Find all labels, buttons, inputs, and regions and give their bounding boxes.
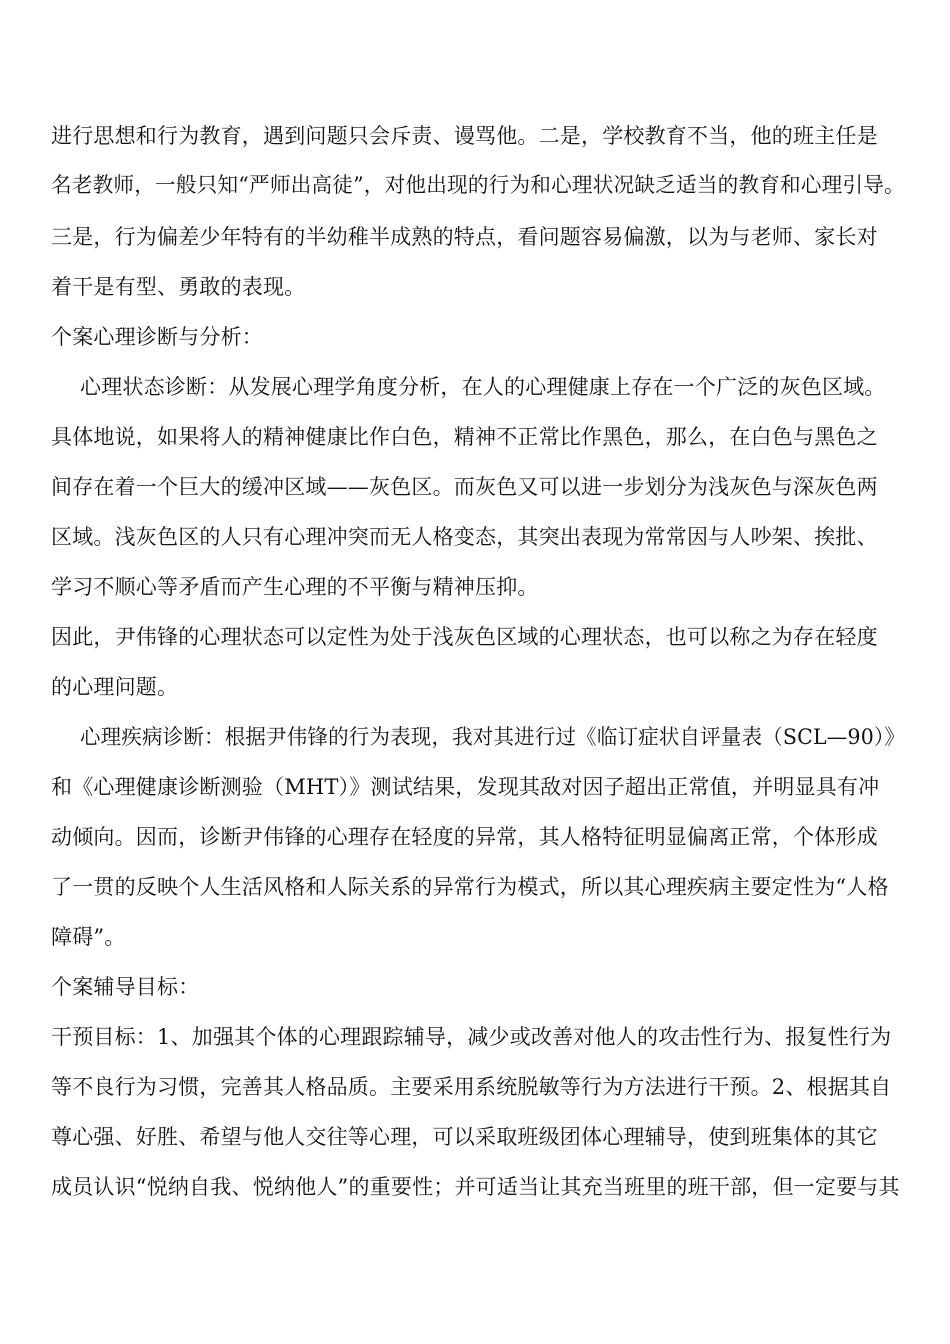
text-line: 学习不顺心等矛盾而产生心理的不平衡与精神压抑。: [51, 575, 539, 599]
text-line: 了一贯的反映个人生活风格和人际关系的异常行为模式，所以其心理疾病主要定性为“人格: [51, 875, 889, 899]
text-line: 具体地说，如果将人的精神健康比作白色，精神不正常比作黑色，那么，在白色与黑色之: [51, 425, 878, 449]
text-line: 和《心理健康诊断测验（MHT）》测试结果，发现其敌对因子超出正常值，并明显具有冲: [51, 775, 880, 799]
text-line: 进行思想和行为教育，遇到问题只会斥责、谩骂他。二是，学校教育不当，他的班主任是: [51, 124, 878, 148]
text-line: 区域。浅灰色区的人只有心理冲突而无人格变态，其突出表现为常常因与人吵架、挨批、: [51, 525, 878, 549]
text-line: 动倾向。因而，诊断尹伟锋的心理存在轻度的异常，其人格特征明显偏离正常，个体形成: [51, 825, 878, 849]
text-line: 心理状态诊断：从发展心理学角度分析，在人的心理健康上存在一个广泛的灰色区域。: [80, 375, 886, 399]
text-line: 的心理问题。: [51, 675, 179, 699]
text-line: 尊心强、好胜、希望与他人交往等心理，可以采取班级团体心理辅导，使到班集体的其它: [51, 1125, 878, 1149]
text-line: 干预目标：1、加强其个体的心理跟踪辅导，减少或改善对他人的攻击性行为、报复性行为: [51, 1025, 892, 1049]
section-heading: 个案辅导目标：: [51, 975, 200, 999]
text-line: 着干是有型、勇敢的表现。: [51, 275, 306, 299]
text-line: 三是，行为偏差少年特有的半幼稚半成熟的特点，看问题容易偏激，以为与老师、家长对: [51, 225, 878, 249]
text-line: 等不良行为习惯，完善其人格品质。主要采用系统脱敏等行为方法进行干预。2、根据其自: [51, 1075, 892, 1099]
text-line: 成员认识“悦纳自我、悦纳他人”的重要性；并可适当让其充当班里的班干部，但一定要与其: [51, 1175, 900, 1199]
section-heading: 个案心理诊断与分析：: [51, 325, 263, 349]
text-line: 障碍”。: [51, 925, 126, 949]
text-line: 因此，尹伟锋的心理状态可以定性为处于浅灰色区域的心理状态，也可以称之为存在轻度: [51, 625, 878, 649]
text-line: 心理疾病诊断：根据尹伟锋的行为表现，我对其进行过《临订症状自评量表（SCL—90）》: [80, 725, 906, 749]
text-line: 间存在着一个巨大的缓冲区域——灰色区。而灰色又可以进一步划分为浅灰色与深灰色两: [51, 475, 878, 499]
text-line: 名老教师，一般只知“严师出高徒”，对他出现的行为和心理状况缺乏适当的教育和心理引导。: [51, 173, 905, 197]
